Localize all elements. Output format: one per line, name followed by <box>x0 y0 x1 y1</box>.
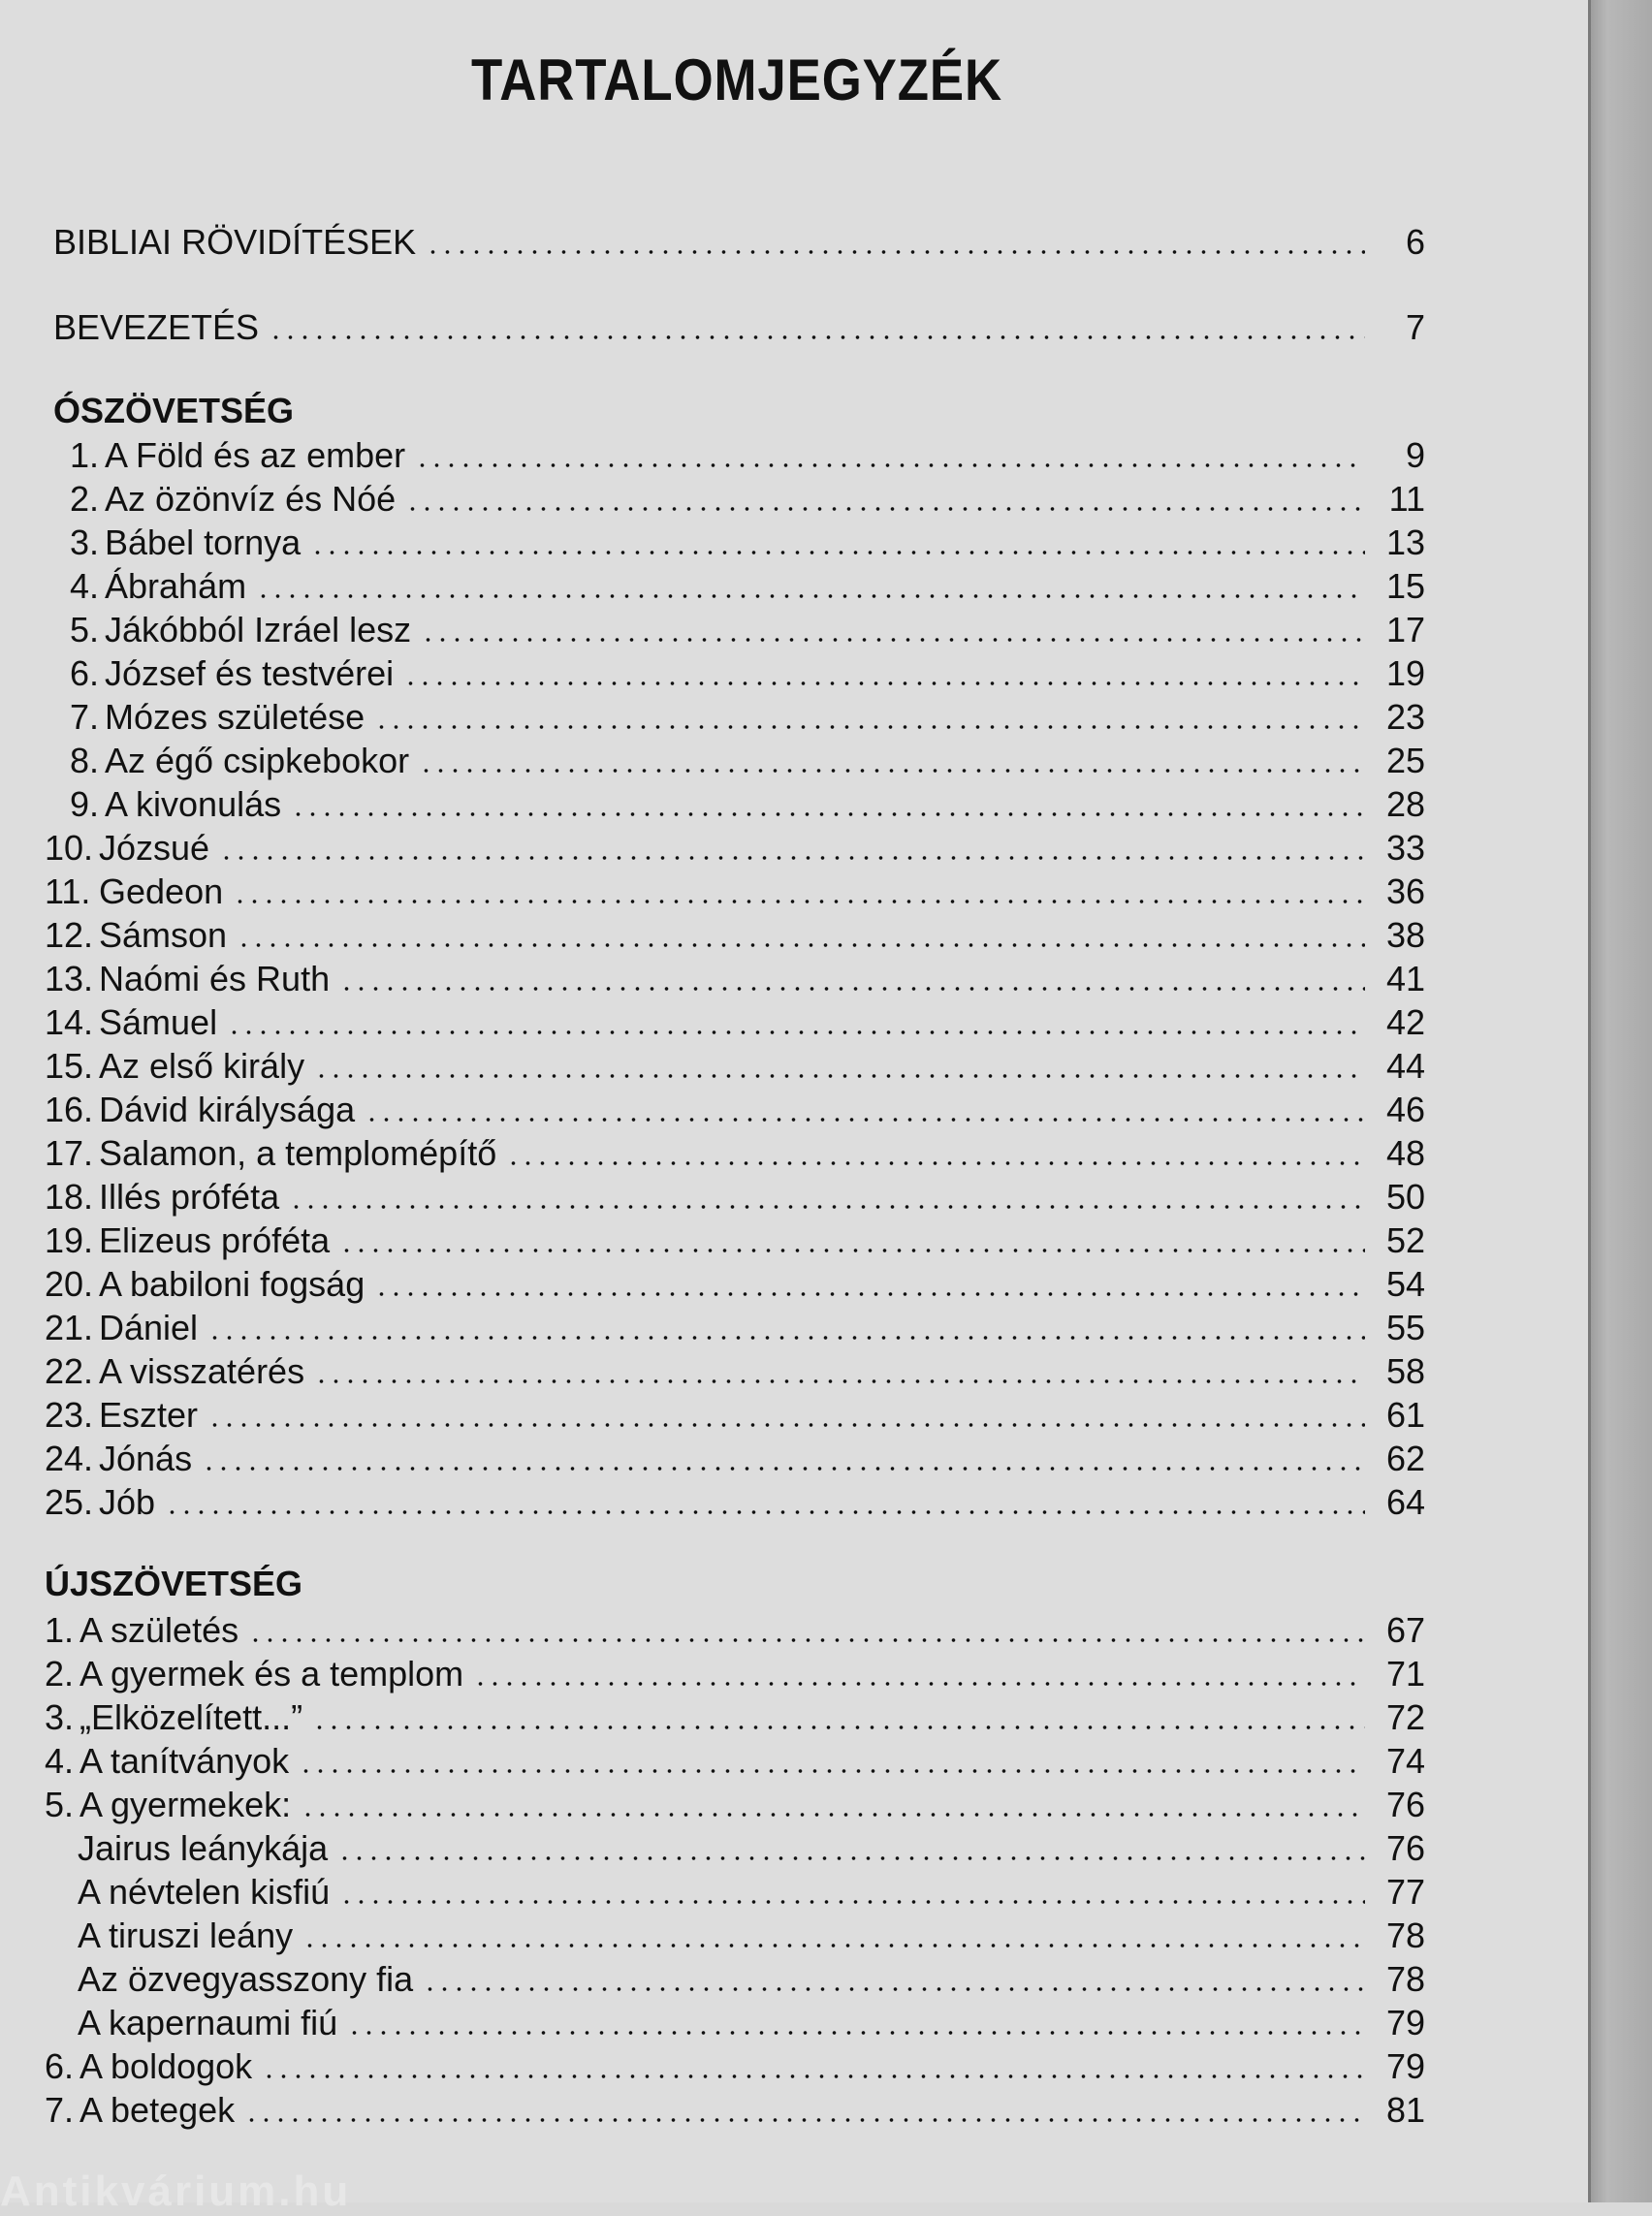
toc-entry-label: A kivonulás <box>105 784 282 824</box>
toc-entry-label: Jairus leánykája <box>78 1828 329 1868</box>
toc-entry-label: Sámuel <box>99 1002 218 1042</box>
toc-entry[interactable] <box>45 1784 1425 1826</box>
toc-entry-page: 79 <box>1385 2003 1425 2042</box>
toc-entry-label: A boldogok <box>79 2046 253 2086</box>
toc-entry[interactable] <box>45 1653 1425 1695</box>
toc-entry-title <box>45 914 237 957</box>
toc-entry-title <box>70 478 405 521</box>
toc-entry-number: 7. <box>70 697 100 737</box>
toc-entry[interactable] <box>45 914 1425 957</box>
toc-entry-title <box>70 565 256 608</box>
toc-entry-label: BIBLIAI RÖVIDÍTÉSEK <box>53 222 417 262</box>
toc-entry[interactable] <box>45 1350 1425 1393</box>
toc-entry-title <box>45 2045 262 2088</box>
toc-entry-label: A tiruszi leány <box>78 1915 294 1955</box>
toc-entry-page: 74 <box>1385 1741 1425 1781</box>
toc-entry-page: 36 <box>1385 871 1425 911</box>
toc-entry-title <box>78 1958 423 2001</box>
dot-leader <box>291 810 1365 818</box>
dot-leader <box>269 333 1365 341</box>
toc-entry-title <box>45 1740 299 1783</box>
toc-entry[interactable] <box>45 1394 1425 1437</box>
toc-entry-title <box>70 696 374 739</box>
toc-entry-number: 7. <box>45 2090 75 2130</box>
toc-entry-page: 78 <box>1385 1959 1425 1999</box>
toc-entry[interactable] <box>70 696 1425 739</box>
toc-entry-label: Elizeus próféta <box>99 1220 331 1260</box>
toc-entry-title <box>70 522 310 564</box>
toc-entry[interactable] <box>70 478 1425 521</box>
toc-entry[interactable] <box>45 1132 1425 1175</box>
toc-entry-title <box>70 740 419 782</box>
toc-entry[interactable] <box>70 522 1425 564</box>
toc-entry-title <box>45 1089 365 1131</box>
toc-entry[interactable] <box>45 1307 1425 1349</box>
toc-entry-title <box>45 958 339 1000</box>
toc-entry-title <box>78 2002 347 2044</box>
toc-entry[interactable] <box>45 1219 1425 1262</box>
toc-entry-number: 3. <box>45 1697 75 1737</box>
toc-entry-number: 6. <box>45 2046 75 2086</box>
toc-entry-label: Bábel tornya <box>105 522 302 562</box>
toc-entry-title <box>45 1263 374 1306</box>
toc-entry-label: A gyermekek: <box>79 1785 292 1824</box>
page-spine-line <box>1588 0 1591 2202</box>
toc-entry-title <box>53 221 426 264</box>
toc-entry[interactable] <box>70 565 1425 608</box>
toc-entry[interactable] <box>45 1740 1425 1783</box>
dot-leader <box>219 854 1365 862</box>
toc-entry-page: 62 <box>1385 1439 1425 1478</box>
toc-entry-number: 12. <box>45 915 94 955</box>
dot-leader <box>339 1898 1365 1906</box>
toc-entry[interactable] <box>45 827 1425 870</box>
dot-leader <box>403 680 1365 687</box>
dot-leader <box>405 505 1365 513</box>
toc-entry[interactable] <box>78 1827 1425 1870</box>
toc-entry-number: 21. <box>45 1308 94 1347</box>
toc-entry-title <box>45 1350 314 1393</box>
toc-entry-page: 41 <box>1385 959 1425 998</box>
toc-entry-number: 19. <box>45 1220 94 1260</box>
toc-entry-label: A babiloni fogság <box>99 1264 365 1304</box>
dot-leader <box>289 1203 1365 1211</box>
dot-leader <box>299 1767 1365 1775</box>
dot-leader <box>165 1508 1365 1516</box>
toc-entry-page: 48 <box>1385 1133 1425 1173</box>
dot-leader <box>374 1290 1365 1298</box>
dot-leader <box>423 1985 1365 1993</box>
toc-entry-page: 72 <box>1385 1697 1425 1737</box>
toc-entry[interactable] <box>78 1915 1425 1957</box>
toc-entry-page: 50 <box>1385 1177 1425 1217</box>
toc-entry-label: A betegek <box>79 2090 236 2130</box>
section-heading-old-testament: ÓSZÖVETSÉG <box>53 391 295 430</box>
toc-entry-title <box>70 652 403 695</box>
toc-entry[interactable] <box>78 2002 1425 2044</box>
toc-entry-title <box>45 827 219 870</box>
dot-leader <box>202 1465 1365 1472</box>
toc-entry-label: Jób <box>99 1482 156 1522</box>
toc-entry-title <box>70 434 415 477</box>
toc-entry-page: 55 <box>1385 1308 1425 1347</box>
toc-entry[interactable] <box>45 1089 1425 1131</box>
watermark: Antikvárium.hu <box>0 2168 352 2215</box>
toc-entry-title <box>53 306 269 349</box>
dot-leader <box>421 636 1365 644</box>
toc-entry-number: 4. <box>45 1741 75 1781</box>
toc-entry-label: Dániel <box>99 1308 199 1347</box>
dot-leader <box>310 549 1365 556</box>
toc-entry-number: 2. <box>45 1654 75 1694</box>
toc-entry-label: A gyermek és a templom <box>79 1654 464 1694</box>
toc-entry[interactable] <box>70 783 1425 826</box>
toc-entry-page: 79 <box>1385 2046 1425 2086</box>
toc-entry[interactable] <box>45 2045 1425 2088</box>
toc-entry-page: 17 <box>1385 610 1425 649</box>
toc-entry-page: 64 <box>1385 1482 1425 1522</box>
toc-entry-label: A névtelen kisfiú <box>78 1872 331 1912</box>
toc-entry-label: Józsué <box>99 828 210 868</box>
dot-leader <box>506 1159 1365 1167</box>
dot-leader <box>473 1680 1365 1688</box>
toc-entry-page: 38 <box>1385 915 1425 955</box>
toc-entry-page: 52 <box>1385 1220 1425 1260</box>
toc-entry-number: 5. <box>70 610 100 649</box>
toc-entry-page: 61 <box>1385 1395 1425 1435</box>
toc-entry-page: 33 <box>1385 828 1425 868</box>
dot-leader <box>419 767 1365 775</box>
toc-entry-page: 42 <box>1385 1002 1425 1042</box>
dot-leader <box>227 1029 1365 1036</box>
dot-leader <box>237 941 1365 949</box>
toc-entry[interactable] <box>53 306 1425 349</box>
toc-entry-label: Ábrahám <box>105 566 247 606</box>
dot-leader <box>314 1377 1365 1385</box>
toc-entry-label: Mózes születése <box>105 697 365 737</box>
dot-leader <box>347 2029 1365 2037</box>
toc-entry-page: 44 <box>1385 1046 1425 1086</box>
toc-entry-page: 81 <box>1385 2090 1425 2130</box>
dot-leader <box>365 1116 1365 1124</box>
toc-entry-title <box>45 1219 339 1262</box>
toc-entry[interactable] <box>45 1263 1425 1306</box>
toc-entry-number: 23. <box>45 1395 94 1435</box>
toc-entry-title <box>45 1784 301 1826</box>
toc-entry-page: 23 <box>1385 697 1425 737</box>
toc-entry-page: 9 <box>1405 435 1425 475</box>
toc-entry-title <box>45 1438 202 1480</box>
toc-entry-title <box>45 1176 289 1219</box>
toc-entry-page: 28 <box>1385 784 1425 824</box>
dot-leader <box>339 985 1365 993</box>
toc-entry-number: 13. <box>45 959 94 998</box>
toc-entry[interactable] <box>78 1958 1425 2001</box>
toc-entry-label: A visszatérés <box>99 1351 305 1391</box>
dot-leader <box>233 898 1365 905</box>
toc-entry[interactable] <box>53 221 1425 264</box>
toc-entry-title <box>45 2089 244 2132</box>
toc-entry[interactable] <box>45 1696 1425 1739</box>
toc-entry-page: 15 <box>1385 566 1425 606</box>
toc-entry-number: 20. <box>45 1264 94 1304</box>
toc-entry-label: A kapernaumi fiú <box>78 2003 338 2042</box>
toc-entry-label: Az özönvíz és Nóé <box>105 479 397 519</box>
toc-entry-number: 1. <box>45 1610 75 1650</box>
toc-entry-number: 14. <box>45 1002 94 1042</box>
toc-entry-title <box>45 1696 312 1739</box>
toc-entry[interactable] <box>70 434 1425 477</box>
toc-entry-number: 4. <box>70 566 100 606</box>
toc-entry-title <box>78 1871 339 1914</box>
dot-leader <box>312 1724 1365 1731</box>
toc-entry-number: 6. <box>70 653 100 693</box>
toc-entry-title <box>45 871 233 913</box>
toc-entry-title <box>70 609 421 651</box>
toc-entry-number: 18. <box>45 1177 94 1217</box>
toc-entry-number: 11. <box>45 871 91 911</box>
dot-leader <box>426 248 1365 256</box>
page-edge <box>1588 0 1652 2202</box>
section-heading-new-testament: ÚJSZÖVETSÉG <box>45 1564 303 1603</box>
toc-entry-number: 16. <box>45 1090 94 1129</box>
toc-entry-page: 19 <box>1385 653 1425 693</box>
toc-entry-number: 25. <box>45 1482 94 1522</box>
toc-entry-label: Naómi és Ruth <box>99 959 331 998</box>
toc-entry-title <box>45 1609 248 1652</box>
toc-entry-label: Az égő csipkebokor <box>105 741 410 780</box>
dot-leader <box>256 592 1365 600</box>
toc-entry-number: 22. <box>45 1351 94 1391</box>
toc-entry-page: 67 <box>1385 1610 1425 1650</box>
toc-entry-number: 17. <box>45 1133 94 1173</box>
toc-entry-number: 2. <box>70 479 100 519</box>
toc-entry-label: Az özvegyasszony fia <box>78 1959 414 1999</box>
toc-entry-number: 8. <box>70 741 100 780</box>
toc-entry-page: 54 <box>1385 1264 1425 1304</box>
toc-entry-label: Dávid királysága <box>99 1090 356 1129</box>
toc-entry-title <box>45 1132 506 1175</box>
toc-entry-title <box>45 1481 165 1524</box>
toc-entry-page: 77 <box>1385 1872 1425 1912</box>
toc-entry[interactable] <box>78 1871 1425 1914</box>
toc-entry-label: József és testvérei <box>105 653 395 693</box>
toc-entry-label: Salamon, a templomépítő <box>99 1133 497 1173</box>
toc-entry[interactable] <box>45 1481 1425 1524</box>
toc-entry-number: 24. <box>45 1439 94 1478</box>
toc-entry-page: 11 <box>1388 479 1425 519</box>
toc-entry-title <box>45 1394 207 1437</box>
toc-entry-page: 71 <box>1385 1654 1425 1694</box>
dot-leader <box>248 1636 1365 1644</box>
toc-entry-page: 76 <box>1385 1828 1425 1868</box>
toc-entry[interactable] <box>45 1001 1425 1044</box>
toc-entry[interactable] <box>70 740 1425 782</box>
page-title: TARTALOMJEGYZÉK <box>470 47 1003 112</box>
toc-entry-title <box>78 1915 302 1957</box>
toc-entry-label: A születés <box>79 1610 239 1650</box>
dot-leader <box>302 1942 1365 1949</box>
toc-entry-label: Jónás <box>99 1439 193 1478</box>
toc-entry-label: A tanítványok <box>79 1741 290 1781</box>
toc-entry-page: 46 <box>1385 1090 1425 1129</box>
toc-entry-label: Illés próféta <box>99 1177 280 1217</box>
toc-entry-label: A Föld és az ember <box>105 435 406 475</box>
toc-entry-page: 25 <box>1385 741 1425 780</box>
dot-leader <box>415 461 1365 469</box>
toc-entry-number: 9. <box>70 784 100 824</box>
dot-leader <box>244 2116 1365 2124</box>
toc-entry-page: 7 <box>1405 307 1425 347</box>
toc-entry-label: Eszter <box>99 1395 199 1435</box>
toc-entry[interactable] <box>45 1045 1425 1088</box>
toc-entry-title <box>45 1045 314 1088</box>
toc-entry-label: Gedeon <box>99 871 224 911</box>
toc-entry-title <box>70 783 291 826</box>
toc-entry[interactable] <box>45 871 1425 913</box>
toc-entry-page: 13 <box>1385 522 1425 562</box>
dot-leader <box>314 1072 1365 1080</box>
toc-entry-number: 15. <box>45 1046 94 1086</box>
toc-entry-page: 76 <box>1385 1785 1425 1824</box>
toc-entry-page: 78 <box>1385 1915 1425 1955</box>
toc-entry[interactable] <box>45 1609 1425 1652</box>
toc-entry-number: 3. <box>70 522 100 562</box>
toc-entry-page: 58 <box>1385 1351 1425 1391</box>
toc-entry-label: Sámson <box>99 915 228 955</box>
toc-entry-title <box>78 1827 337 1870</box>
toc-entry-number: 10. <box>45 828 94 868</box>
toc-entry[interactable] <box>45 1438 1425 1480</box>
dot-leader <box>301 1811 1365 1819</box>
dot-leader <box>339 1247 1365 1254</box>
dot-leader <box>337 1854 1365 1862</box>
toc-entry-number: 1. <box>70 435 100 475</box>
dot-leader <box>207 1334 1365 1342</box>
toc-entry-label: Az első király <box>99 1046 305 1086</box>
dot-leader <box>207 1421 1365 1429</box>
toc-entry-page: 6 <box>1405 222 1425 262</box>
toc-entry[interactable] <box>45 1176 1425 1219</box>
toc-entry-title <box>45 1001 227 1044</box>
toc-entry-number: 5. <box>45 1785 75 1824</box>
toc-entry-title <box>45 1653 473 1695</box>
toc-entry[interactable] <box>70 609 1425 651</box>
toc-entry-label: „Elközelített...” <box>79 1697 303 1737</box>
toc-entry[interactable] <box>45 2089 1425 2132</box>
toc-entry[interactable] <box>45 958 1425 1000</box>
toc-entry[interactable] <box>70 652 1425 695</box>
toc-entry-label: Jákóbból Izráel lesz <box>105 610 412 649</box>
dot-leader <box>374 723 1365 731</box>
dot-leader <box>262 2073 1365 2080</box>
toc-entry-label: BEVEZETÉS <box>53 307 260 347</box>
toc-entry-title <box>45 1307 207 1349</box>
